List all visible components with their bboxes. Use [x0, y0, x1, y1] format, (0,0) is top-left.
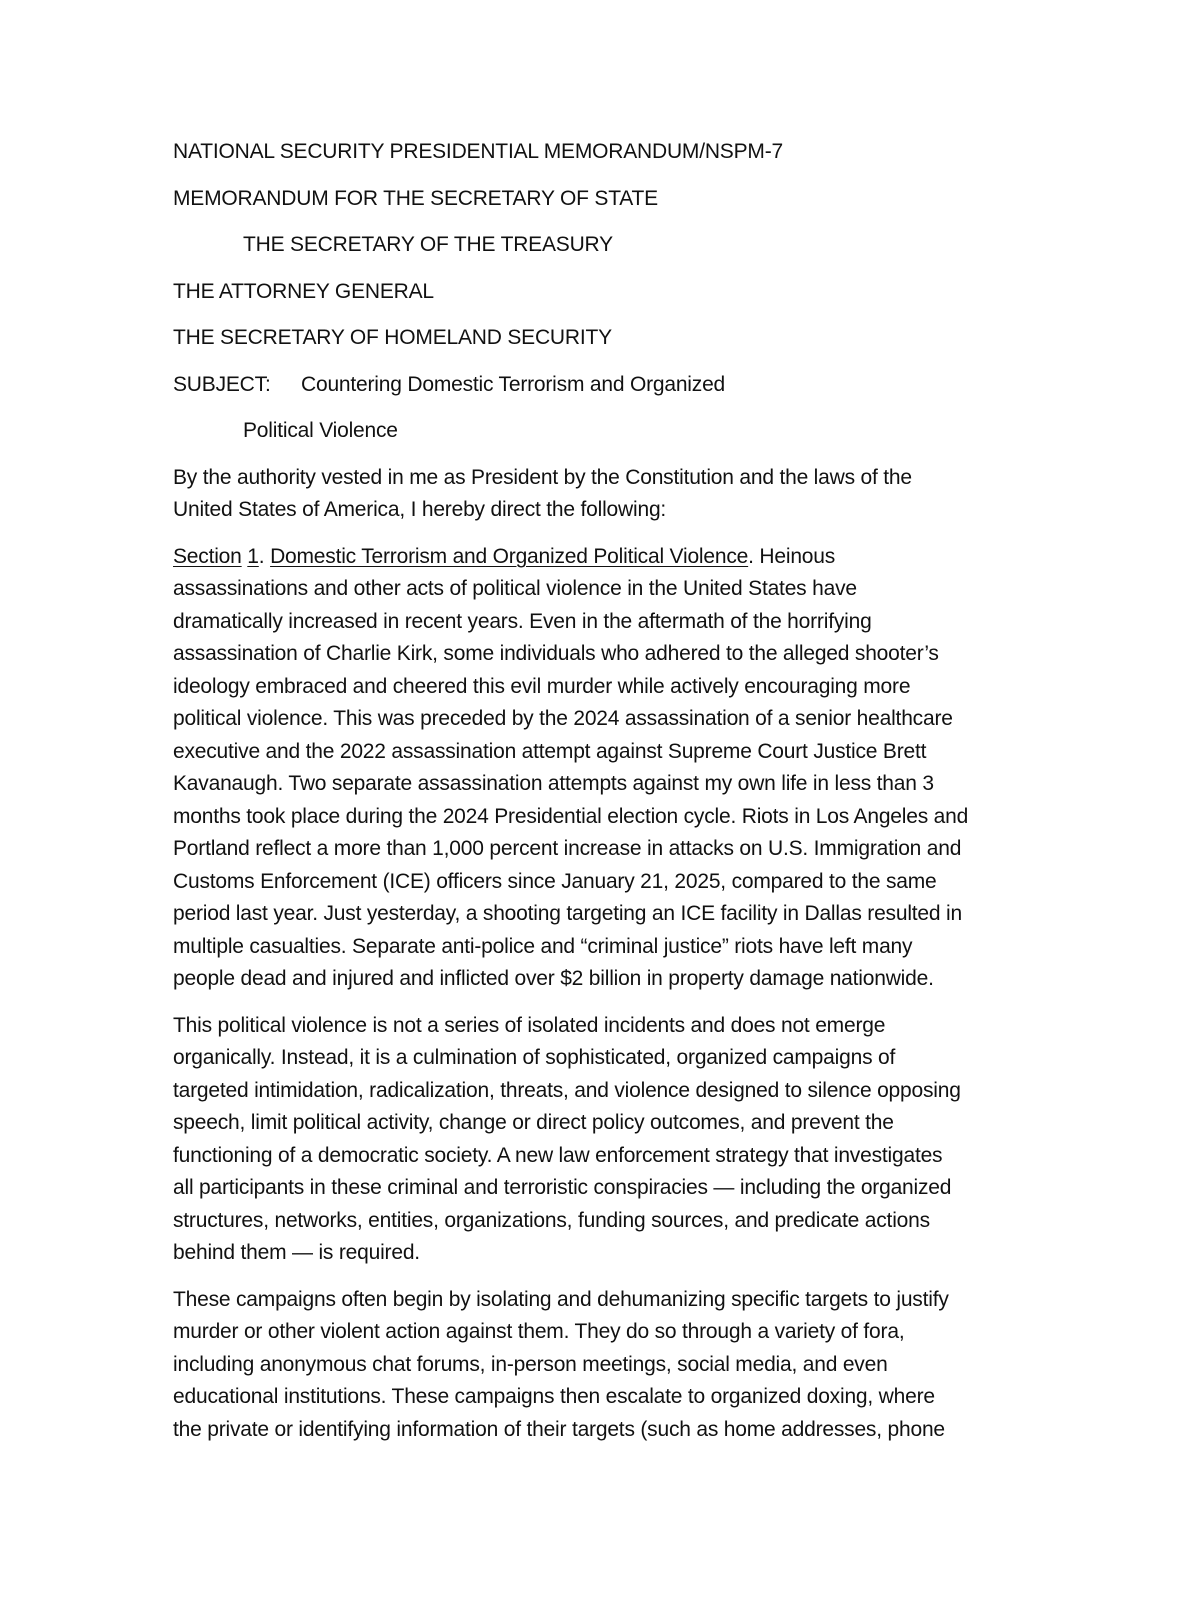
paragraph-line: Kavanaugh. Two separate assassination attempts against my own life in less than 3 [173, 772, 934, 795]
memorandum-body [173, 136, 1053, 1460]
section-first-line-text: Heinous [759, 544, 836, 568]
preamble-paragraph [173, 462, 1053, 527]
paragraph-line: educational institutions. These campaigns then escalate to organized doxing, where [173, 1385, 935, 1408]
paragraph-line: targeted intimidation, radicalization, threats, and violence designed to silence opposing [173, 1078, 961, 1102]
preamble-line: By the authority vested in me as President by the Constitution and the laws of the [173, 465, 912, 489]
paragraph-line: months took place during the 2024 Presidential election cycle. Riots in Los Angeles and [173, 804, 969, 828]
paragraph-line: These campaigns often begin by isolating and dehumanizing specific targets to justify [173, 1287, 949, 1311]
paragraph-line: period last year. Just yesterday, a shooting targeting an ICE facility in Dallas resulted in [173, 902, 962, 925]
paragraph-line: behind them — is required. [173, 1241, 420, 1264]
paragraph-line: Customs Enforcement (ICE) officers since January 21, 2025, compared to the same [173, 869, 937, 893]
paragraph-line: organically. Instead, it is a culmination of sophisticated, organized campaigns of [173, 1046, 896, 1069]
recipient-treasury: THE SECRETARY OF THE TREASURY [243, 233, 613, 256]
subject-line [173, 369, 1053, 402]
paragraph-line: speech, limit political activity, change or direct policy outcomes, and prevent the [173, 1111, 894, 1134]
recipient-attorney-general: THE ATTORNEY GENERAL [173, 279, 434, 303]
paragraph-line: assassination of Charlie Kirk, some individuals who adhered to the alleged shooter’s [173, 642, 939, 665]
preamble-line: United States of America, I hereby direct the following: [173, 498, 667, 521]
paragraph-line: assassinations and other acts of political violence in the United States have [173, 577, 857, 600]
paragraph-line: Portland reflect a more than 1,000 percent increase in attacks on U.S. Immigration and [173, 837, 962, 860]
paragraph-line: including anonymous chat forums, in-person meetings, social media, and even [173, 1352, 888, 1376]
paragraph-line: the private or identifying information of their targets (such as home addresses, phone [173, 1417, 945, 1441]
section-number: 1 [247, 544, 259, 568]
section-1-paragraph [173, 541, 1053, 996]
paragraph-2 [173, 1010, 1053, 1270]
paragraph-line: multiple casualties. Separate anti-police and “criminal justice” riots have left many [173, 934, 913, 958]
paragraph-line: murder or other violent action against them. They do so through a variety of fora, [173, 1320, 905, 1343]
section-label: Section [173, 544, 242, 568]
paragraph-line: people dead and injured and inflicted over $2 billion in property damage nationwide. [173, 967, 934, 990]
paragraph-line: dramatically increased in recent years. Even in the aftermath of the horrifying [173, 609, 872, 633]
paragraph-line: political violence. This was preceded by the 2024 assassination of a senior healthcare [173, 707, 953, 730]
paragraph-line: executive and the 2022 assassination attempt against Supreme Court Justice Brett [173, 739, 927, 763]
paragraph-3 [173, 1284, 1053, 1447]
subject-text-line1: Countering Domestic Terrorism and Organized [301, 372, 726, 396]
section-1-heading-line: Section 1. Domestic Terrorism and Organized Political Violence. Heinous [173, 544, 836, 568]
memo-title: NATIONAL SECURITY PRESIDENTIAL MEMORANDUM/NSPM-7 [173, 140, 783, 163]
paragraph-line: all participants in these criminal and terroristic conspiracies — including the organized [173, 1176, 952, 1199]
memo-for-line: MEMORANDUM FOR THE SECRETARY OF STATE [173, 186, 658, 210]
paragraph-line: structures, networks, entities, organizations, funding sources, and predicate actions [173, 1208, 930, 1232]
paragraph-line: ideology embraced and cheered this evil murder while actively encouraging more [173, 674, 911, 698]
section-heading: Domestic Terrorism and Organized Political Violence [270, 544, 749, 568]
subject-text-line2: Political Violence [243, 419, 398, 442]
recipient-homeland-security: THE SECRETARY OF HOMELAND SECURITY [173, 326, 612, 349]
subject-label: SUBJECT: [173, 372, 271, 396]
paragraph-line: This political violence is not a series of isolated incidents and does not emerge [173, 1013, 886, 1037]
paragraph-line: functioning of a democratic society. A new law enforcement strategy that investigates [173, 1143, 943, 1167]
